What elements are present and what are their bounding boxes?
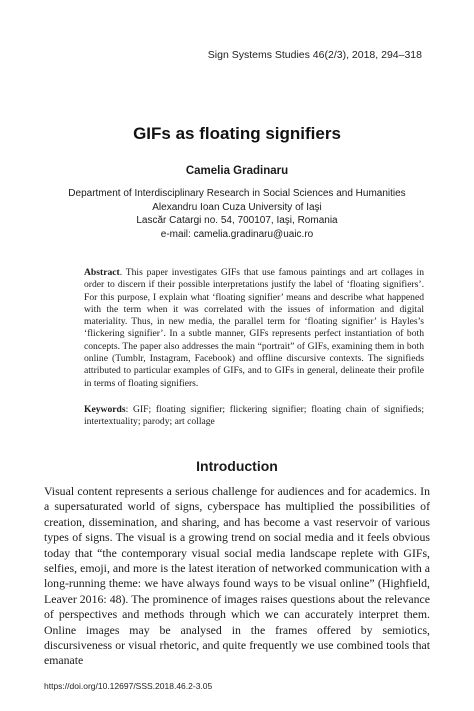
affiliation-email: e-mail: camelia.gradinaru@uaic.ro — [160, 228, 314, 240]
keywords-block — [84, 404, 424, 429]
section-heading-introduction: Introduction — [196, 458, 278, 474]
affiliation-department: Department of Interdisciplinary Research in Social Sciences and Humanities — [68, 188, 406, 199]
author-name: Camelia Gradinaru — [185, 165, 289, 177]
abstract-text: . This paper investigates GIFs that use famous paintings and art collages in order to discern if their possible interpretations justify the label of ‘floating signifiers’. For this purpose, I explain what ‘floating signifier’ means and describe what happened with the term when it was correlated with the issues of information and digital materiality. Thus, in new media, the parallel term for ‘floating signifier’ is Hayles’s ‘flickering signifier’. In a subtle manner, GIFs represents perfect instantiation of both concepts. The paper also addresses the main “portrait” of GIFs, examining them in both online (Tumblr, Instagram, Facebook) and offline discursive contexts. The signifieds attributed to particular examples of GIFs, and to GIFs in general, delineate their profile in terms of floating signifiers. — [84, 267, 424, 389]
affiliation-address: Lascăr Catargi no. 54, 700107, Iaşi, Romania — [136, 215, 338, 226]
affiliation-university: Alexandru Ioan Cuza University of Iaşi — [152, 201, 322, 213]
abstract-label: Abstract — [84, 267, 120, 278]
article-title: GIFs as floating signifiers — [133, 124, 341, 143]
author-affiliation — [0, 187, 474, 241]
abstract-block — [84, 267, 424, 390]
journal-reference: Sign Systems Studies 46(2/3), 2018, 294–318 — [207, 49, 422, 61]
introduction-paragraph: Visual content represents a serious challenge for audiences and for academics. In a supersaturated world of signs, cyberspace has multiplied the possibilities of creation, dissemination, and sharing, and has become a vast reservoir of various types of signs. The visual is a growing trend on social media and it feels obvious today that “the contemporary visual social media landscape replete with GIFs, selfies, emoji, and more is the latest iteration of networked communication with a long-running theme: we have always found ways to be visual online” (Highfield, Leaver 2016: 48). The prominence of images raises questions about the relevance of perspectives and methods through which we can accurately interpret them. Online images may be analysed in the frames offered by semiotics, discursiveness or visual rhetoric, and quite frequently we use combined tools that emanate — [44, 484, 430, 668]
keywords-text: : GIF; floating signifier; flickering signifier; floating chain of signifieds; intertextuality; parody; art collage — [84, 404, 424, 428]
keywords-label: Keywords — [84, 404, 126, 415]
doi-link[interactable]: https://doi.org/10.12697/SSS.2018.46.2-3.05 — [44, 681, 213, 691]
